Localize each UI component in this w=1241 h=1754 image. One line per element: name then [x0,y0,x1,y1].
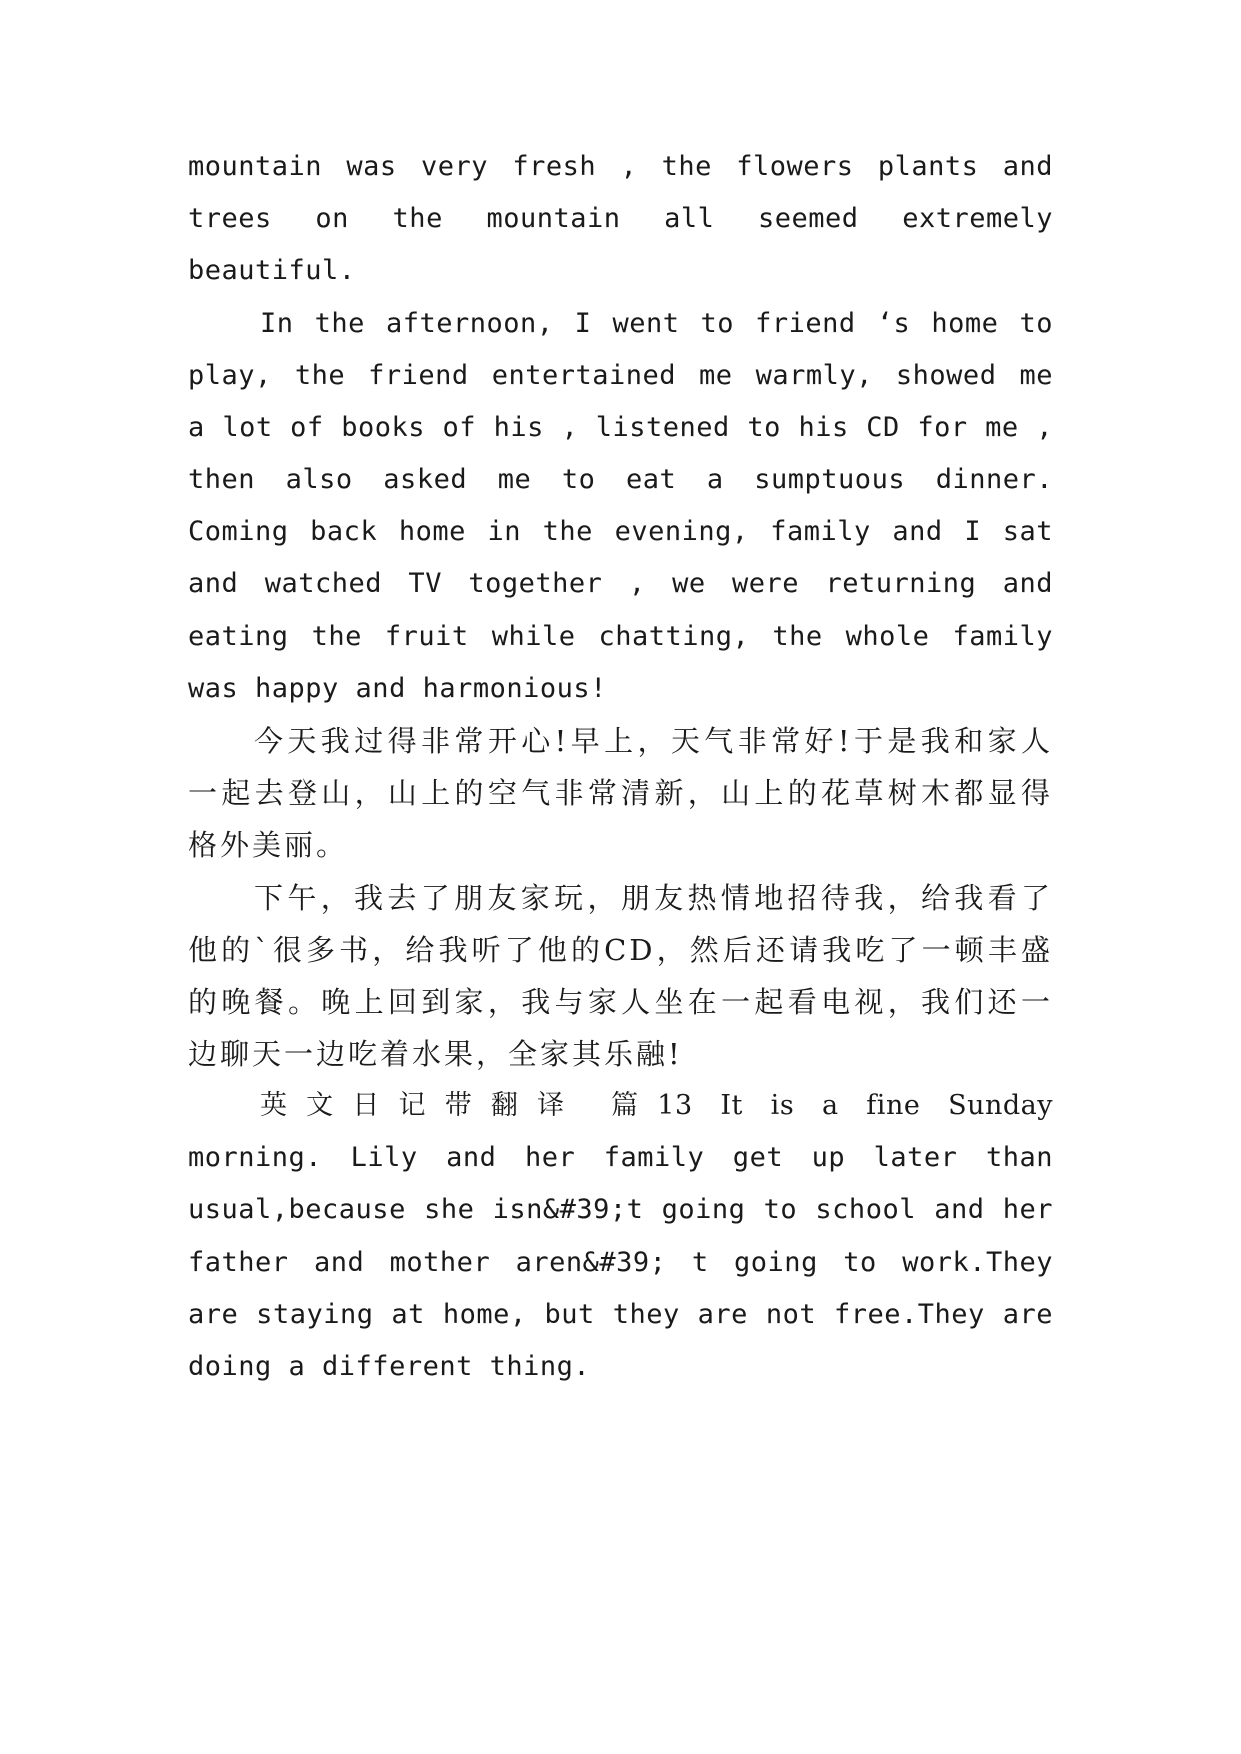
text-line: a lot of books of his , listened to his CD for me , [188,412,1053,443]
text-line: eating the fruit while chatting, the whole family [188,621,1053,652]
text-line: mountain was very fresh , the flowers plants and [188,151,1053,182]
text-line: 他的`很多书，给我听了他的CD，然后还请我吃了一顿丰盛 [188,933,1053,967]
text-line: usual,because she isn&#39;t going to school and her [188,1194,1053,1225]
text-line: 边聊天一边吃着水果，全家其乐融! [188,1037,683,1071]
paragraph-start-line: In the afternoon, I went to friend ‘s home to [260,308,1053,339]
text-line: was happy and harmonious! [188,673,607,704]
text-line: trees on the mountain all seemed extremely [188,203,1053,234]
section-heading-line: 英文日记带翻译 篇13 It is a fine Sunday [260,1090,1053,1121]
paragraph-start-line: 今天我过得非常开心!早上，天气非常好!于是我和家人 [254,724,1053,758]
text-line: father and mother aren&#39; t going to work.They [188,1247,1053,1278]
text-line: Coming back home in the evening, family and I sat [188,516,1053,547]
text-line: doing a different thing. [188,1351,591,1382]
text-line: are staying at home, but they are not free.They are [188,1299,1053,1330]
text-line: beautiful. [188,255,356,286]
paragraph-start-line: 下午，我去了朋友家玩，朋友热情地招待我，给我看了 [254,881,1053,915]
text-line: 的晚餐。晚上回到家，我与家人坐在一起看电视，我们还一 [188,985,1053,1019]
text-line: and watched TV together , we were returning and [188,568,1053,599]
text-line: play, the friend entertained me warmly, showed me [188,360,1053,391]
text-line: then also asked me to eat a sumptuous dinner. [188,464,1053,495]
text-line: 格外美丽。 [188,828,349,862]
text-line: morning. Lily and her family get up later than [188,1142,1053,1173]
text-line: 一起去登山，山上的空气非常清新，山上的花草树木都显得 [188,776,1053,810]
